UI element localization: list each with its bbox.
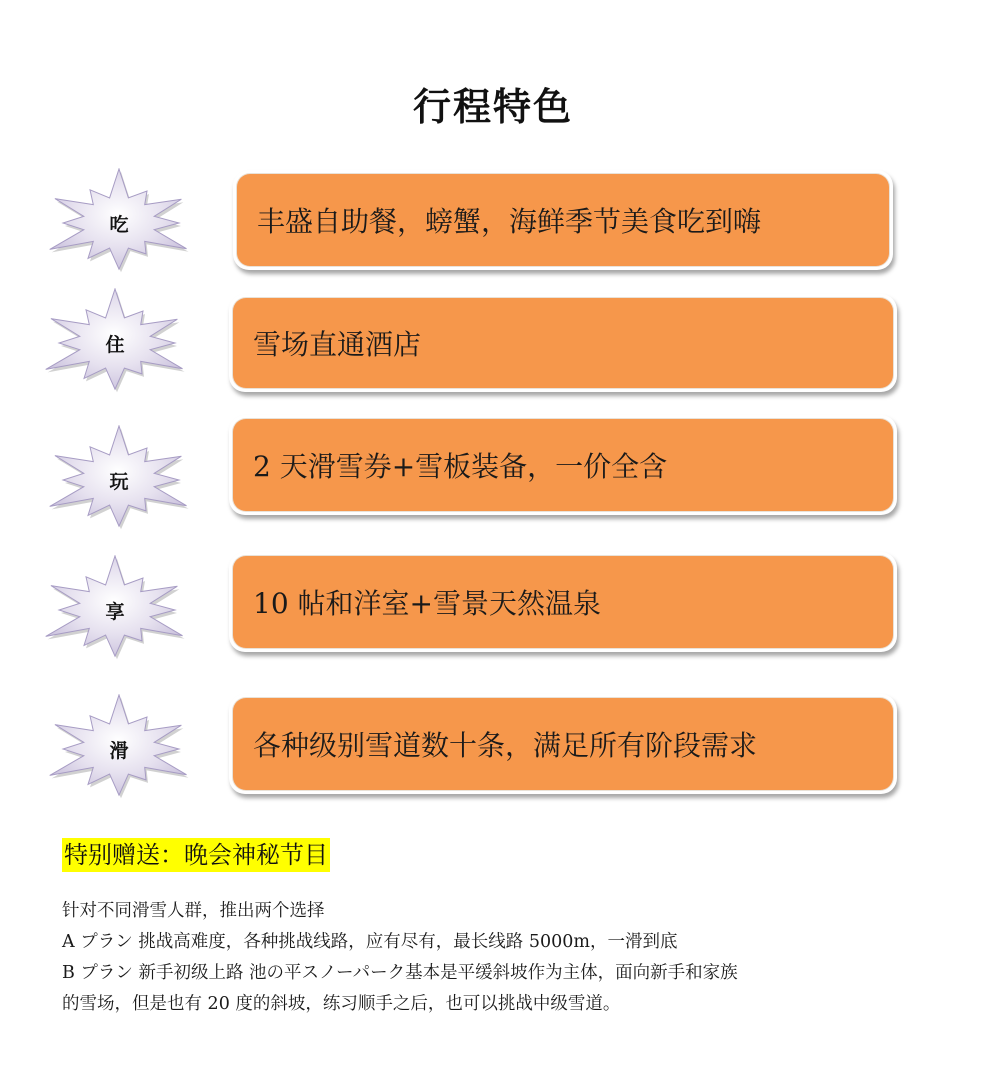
- starburst-icon: [30, 555, 200, 665]
- feature-box: 各种级别雪道数十条，满足所有阶段需求: [233, 698, 893, 790]
- feature-box: 丰盛自助餐，螃蟹，海鲜季节美食吃到嗨: [237, 174, 889, 266]
- starburst-icon: [34, 425, 204, 535]
- plan-notes: [62, 896, 902, 1020]
- feature-box: 雪场直通酒店: [233, 298, 893, 388]
- feature-row-enjoy: [0, 552, 986, 662]
- starburst-icon: [34, 694, 204, 804]
- feature-tag: 吃: [109, 213, 129, 236]
- feature-tag: 住: [105, 333, 125, 356]
- notes-line: B プラン 新手初级上路 池の平スノーパーク基本是平缓斜坡作为主体，面向新手和家族: [62, 963, 738, 983]
- notes-line: 的雪场，但是也有 20 度的斜坡，练习顺手之后，也可以挑战中级雪道。: [62, 994, 621, 1014]
- feature-row-play: [0, 415, 986, 525]
- notes-line: 针对不同滑雪人群，推出两个选择: [62, 901, 325, 921]
- feature-row-stay: [0, 294, 986, 404]
- feature-tag: 滑: [109, 739, 129, 762]
- feature-tag: 享: [105, 600, 125, 623]
- feature-tag: 玩: [109, 470, 129, 493]
- feature-row-ski: [0, 694, 986, 804]
- notes-line: A プラン 挑战高难度，各种挑战线路，应有尽有，最长线路 5000m，一滑到底: [62, 932, 678, 952]
- page-title: 行程特色: [412, 85, 573, 129]
- feature-box: 2 天滑雪券+雪板装备，一价全含: [233, 419, 893, 511]
- special-gift-highlight: 特别赠送：晚会神秘节目: [62, 838, 330, 872]
- starburst-icon: [34, 168, 204, 278]
- feature-row-eat: [0, 170, 986, 280]
- feature-box: 10 帖和洋室+雪景天然温泉: [233, 556, 893, 648]
- starburst-icon: [30, 288, 200, 398]
